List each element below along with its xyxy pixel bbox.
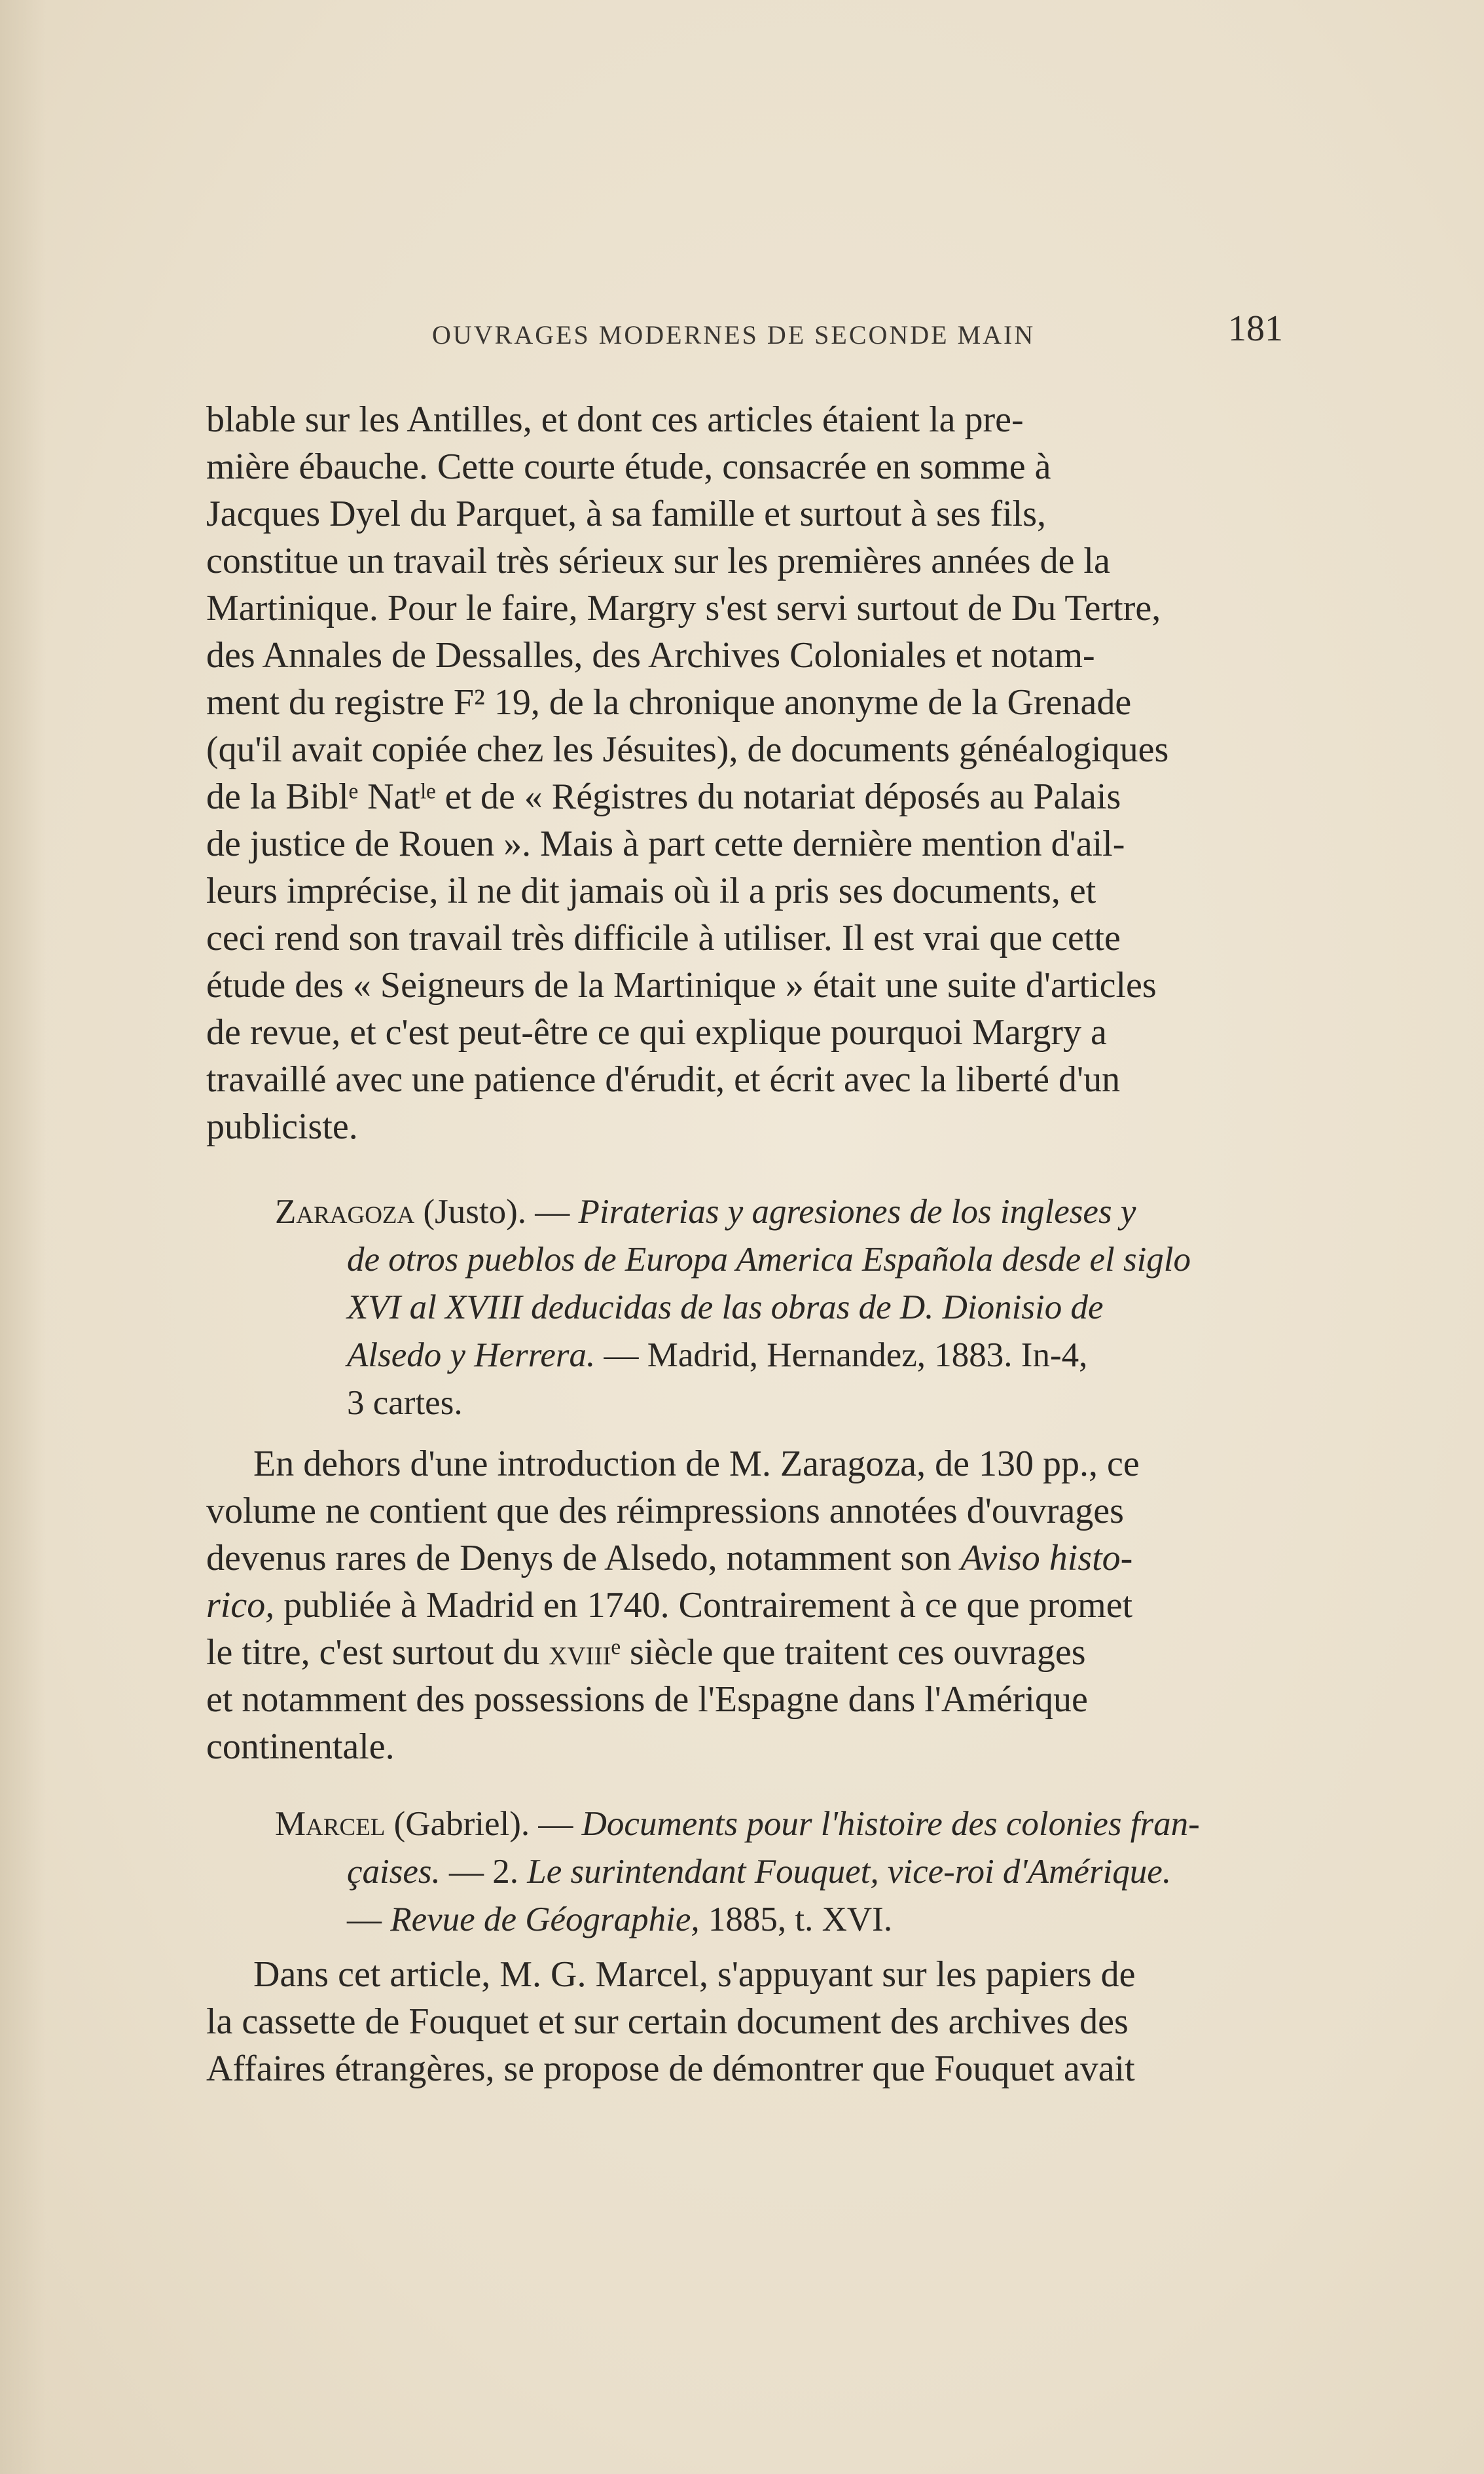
text-line [206,1629,1293,1676]
text-line: leurs imprécise, il ne dit jamais où il a pris ses documents, et [206,871,1096,911]
text-line: Jacques Dyel du Parquet, à sa famille et surtout à ses fils, [206,494,1046,534]
entry-line [275,1896,1296,1944]
paragraph-marcel [206,1951,1293,2092]
entry-title: Piraterias y agresiones de los ingleses y [578,1193,1136,1231]
text-line: travaillé avec une patience d'érudit, et écrit avec la liberté d'un [206,1059,1121,1100]
entry-line [275,1188,1296,1236]
text-line: la cassette de Fouquet et sur certain document des archives des [206,2001,1129,2042]
entry-extent: 3 cartes. [347,1384,463,1422]
paragraph-margry [206,396,1293,1150]
text-line: ceci rend son travail très difficile à utiliser. Il est vrai que cette [206,918,1121,958]
entry-title: çaises. [347,1853,441,1891]
text-line: étude des « Seigneurs de la Martinique » était une suite d'articles [206,965,1157,1006]
entry-line [275,1800,1296,1848]
text-line: mière ébauche. Cette courte étude, consacrée en somme à [206,446,1051,487]
entry-title: de otros pueblos de Europa America Española desde el siglo [347,1241,1191,1279]
text-span: le titre, c'est surtout du [206,1632,540,1673]
text-line [206,1535,1293,1582]
text-italic: rico, [206,1585,275,1626]
entry-line [275,1236,1296,1284]
entry-title: Le surintendant Fouquet, vice-roi d'Amérique. [527,1853,1172,1891]
entry-line [275,1848,1296,1896]
entry-firstname: (Gabriel). — [393,1805,573,1843]
paragraph-zaragoza [206,1440,1293,1770]
text-line: continentale. [206,1726,395,1767]
text-line [206,1582,1293,1629]
entry-dash: — [347,1901,382,1938]
entry-series: — 2. [449,1853,519,1891]
entry-line [275,1379,1296,1427]
entry-imprint: — Madrid, Hernandez, 1883. In-4, [604,1336,1088,1374]
running-title: OUVRAGES MODERNES DE SECONDE MAIN [432,320,1036,350]
bibliography-entry-zaragoza [275,1188,1296,1427]
page-header [432,308,1283,354]
text-line: des Annales de Dessalles, des Archives Coloniales et notam- [206,635,1095,676]
entry-author: Marcel [275,1805,386,1843]
text-span: publiée à Madrid en 1740. Contrairement à ce que promet [283,1585,1133,1626]
text-line: de la Biblᵉ Natˡᵉ et de « Régistres du notariat déposés au Palais [206,776,1121,817]
text-line: En dehors d'une introduction de M. Zaragoza, de 130 pp., ce [253,1444,1140,1484]
text-italic: Aviso histo- [960,1538,1133,1578]
text-line: ment du registre F² 19, de la chronique anonyme de la Grenade [206,682,1132,723]
entry-title: XVI al XVIII deducidas de las obras de D. Dionisio de [347,1288,1104,1326]
entry-journal: Revue de Géographie, [390,1901,700,1938]
text-line: Dans cet article, M. G. Marcel, s'appuyant sur les papiers de [253,1954,1136,1995]
text-line: volume ne contient que des réimpressions annotées d'ouvrages [206,1491,1124,1531]
text-line: de revue, et c'est peut-être ce qui explique pourquoi Margry a [206,1012,1107,1053]
page-number: 181 [1228,308,1283,349]
entry-line [275,1284,1296,1332]
entry-author: Zaragoza [275,1193,415,1231]
text-span: devenus rares de Denys de Alsedo, notamment son [206,1538,952,1578]
entry-title: Documents pour l'histoire des colonies fran- [581,1805,1200,1843]
entry-imprint: 1885, t. XVI. [708,1901,893,1938]
text-line: (qu'il avait copiée chez les Jésuites), de documents généalogiques [206,729,1169,770]
text-line: Affaires étrangères, se propose de démontrer que Fouquet avait [206,2048,1135,2089]
text-line: Martinique. Pour le faire, Margry s'est servi surtout de Du Tertre, [206,588,1161,628]
century-numeral: xviiiᵉ [549,1632,621,1673]
text-span: siècle que traitent ces ouvrages [629,1632,1086,1673]
text-line: et notamment des possessions de l'Espagne dans l'Amérique [206,1679,1088,1720]
entry-title: Alsedo y Herrera. [347,1336,596,1374]
text-line: de justice de Rouen ». Mais à part cette dernière mention d'ail- [206,824,1125,864]
text-line: publiciste. [206,1106,358,1147]
text-line: constitue un travail très sérieux sur les premières années de la [206,541,1110,581]
entry-line [275,1332,1296,1379]
bibliography-entry-marcel [275,1800,1296,1944]
entry-firstname: (Justo). — [423,1193,570,1231]
text-line: blable sur les Antilles, et dont ces articles étaient la pre- [206,399,1024,440]
page-gutter-shadow [0,0,46,2474]
